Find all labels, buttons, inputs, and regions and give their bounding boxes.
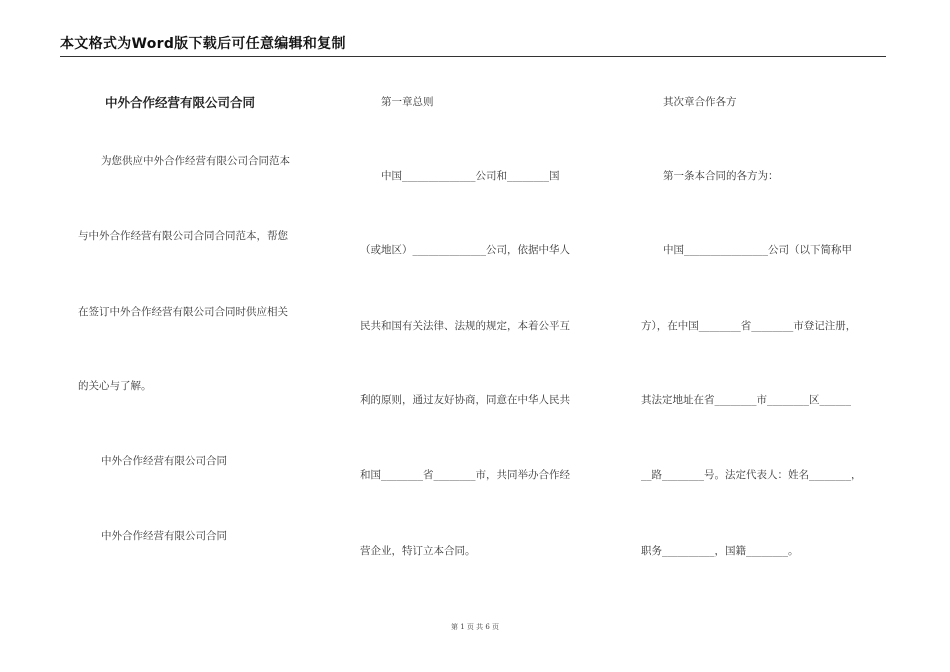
paragraph-line: __路________号。法定代表人：姓名________，	[641, 469, 862, 481]
paragraph-line: 的关心与了解。	[78, 380, 152, 392]
paragraph-line: 第一条本合同的各方为：	[663, 170, 779, 182]
document-header: 本文格式为Word版下载后可任意编辑和复制	[60, 33, 886, 57]
paragraph-line: 与中外合作经营有限公司合同合同范本，帮您	[78, 230, 288, 242]
paragraph-line: 为您供应中外合作经营有限公司合同范本	[101, 155, 290, 167]
paragraph-line: 在签订中外合作经营有限公司合同时供应相关	[78, 306, 288, 318]
paragraph-line: 营企业，特订立本合同。	[360, 545, 476, 557]
paragraph-line: 其法定地址在省________市________区______	[641, 394, 851, 406]
paragraph-line: 民共和国有关法律、法规的规定，本着公平互	[360, 320, 570, 332]
paragraph-line: 和国________省________市，共同举办合作经	[360, 469, 570, 481]
paragraph-line: 职务__________，国籍________。	[641, 545, 799, 557]
paragraph-line: 利的原则，通过友好协商，同意在中华人民共	[360, 394, 570, 406]
page-footer: 第 1 页 共 6 页	[450, 623, 500, 631]
chapter-heading: 第一章总则	[381, 96, 434, 108]
paragraph-line: 中国______________公司和________国	[381, 170, 560, 182]
chapter-heading: 其次章合作各方	[663, 96, 737, 108]
paragraph-line: 中外合作经营有限公司合同	[101, 455, 227, 467]
paragraph-line: 中国________________公司（以下简称甲	[663, 244, 852, 256]
paragraph-line: （或地区）______________公司，依据中华人	[360, 244, 570, 256]
paragraph-line: 方），在中国________省________市登记注册，	[641, 320, 857, 332]
paragraph-line: 中外合作经营有限公司合同	[101, 530, 227, 542]
document-title: 中外合作经营有限公司合同	[105, 95, 256, 110]
